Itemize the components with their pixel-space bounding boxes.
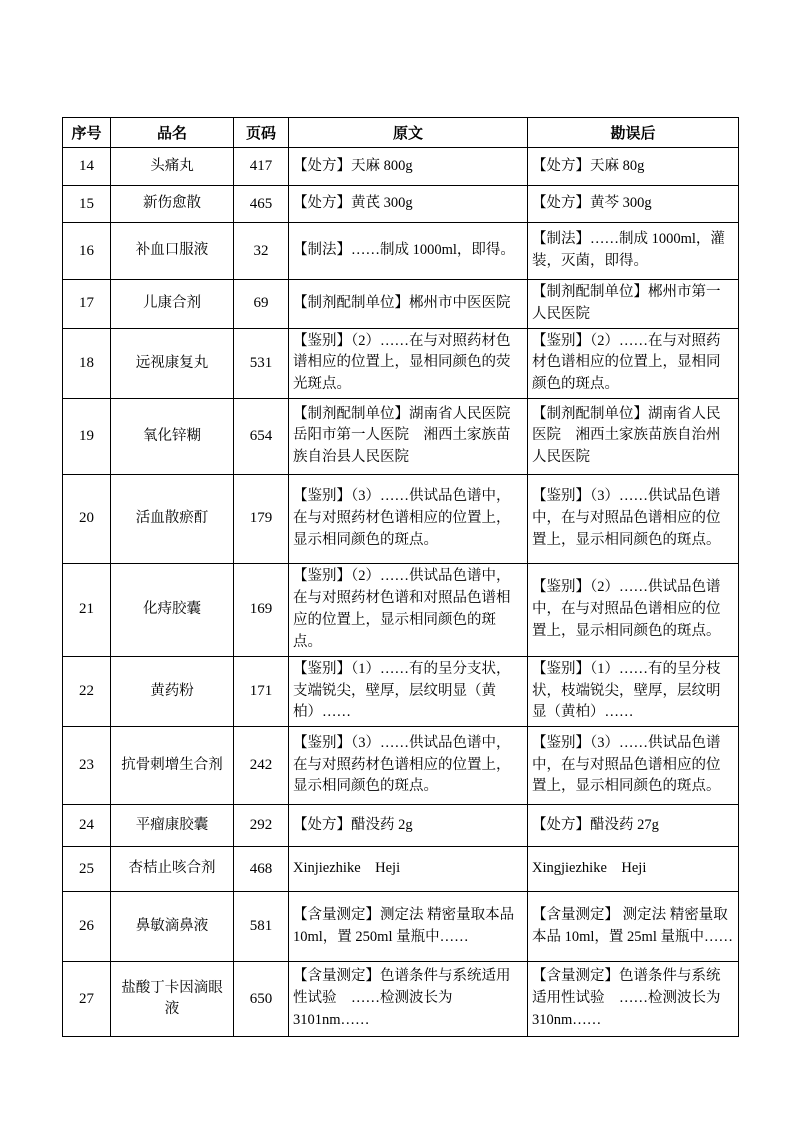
cell-original: 【制法】……制成 1000ml，即得。 [289,223,528,280]
table-row [63,148,739,186]
cell-original: 【制剂配制单位】郴州市中医医院 [289,280,528,329]
cell-page: 242 [234,727,289,805]
cell-name: 化痔胶囊 [111,563,234,656]
table-row [63,805,739,847]
cell-original: 【鉴别】（3）……供试品色谱中，在与对照药材色谱相应的位置上，显示相同颜色的斑点。 [289,474,528,563]
cell-no: 26 [63,892,111,962]
cell-name: 活血散瘀酊 [111,474,234,563]
cell-no: 27 [63,962,111,1037]
cell-corrected: 【含量测定】 测定法 精密量取本品 10ml，置 25ml 量瓶中…… [528,892,739,962]
cell-page: 417 [234,148,289,186]
cell-original: 【含量测定】测定法 精密量取本品 10ml，置 250ml 量瓶中…… [289,892,528,962]
cell-name: 补血口服液 [111,223,234,280]
cell-corrected: 【含量测定】色谱条件与系统适用性试验 ……检测波长为 310nm…… [528,962,739,1037]
header-cell-name: 品名 [111,118,234,148]
cell-page: 468 [234,847,289,892]
cell-name: 鼻敏滴鼻液 [111,892,234,962]
table-row [63,474,739,563]
cell-page: 654 [234,398,289,474]
cell-page: 531 [234,328,289,398]
cell-no: 17 [63,280,111,329]
cell-page: 581 [234,892,289,962]
cell-original: Xinjiezhike Heji [289,847,528,892]
table-row [63,727,739,805]
header-cell-corrected: 勘误后 [528,118,739,148]
cell-page: 169 [234,563,289,656]
cell-corrected: 【制法】……制成 1000ml，灌装，灭菌，即得。 [528,223,739,280]
table-row [63,847,739,892]
header-cell-no: 序号 [63,118,111,148]
cell-name: 黄药粉 [111,656,234,726]
errata-table [62,117,739,1037]
cell-page: 465 [234,186,289,223]
cell-corrected: 【处方】醋没药 27g [528,805,739,847]
cell-name: 盐酸丁卡因滴眼液 [111,962,234,1037]
cell-no: 20 [63,474,111,563]
cell-corrected: 【鉴别】（2）……在与对照药材色谱相应的位置上，显相同颜色的斑点。 [528,328,739,398]
cell-no: 22 [63,656,111,726]
cell-corrected: 【制剂配制单位】湖南省人民医院 湘西土家族苗族自治州人民医院 [528,398,739,474]
table-row [63,962,739,1037]
cell-name: 头痛丸 [111,148,234,186]
cell-no: 19 [63,398,111,474]
cell-original: 【制剂配制单位】湖南省人民医院 岳阳市第一人医院 湘西土家族苗族自治县人民医院 [289,398,528,474]
cell-corrected: 【鉴别】（3）……供试品色谱中，在与对照品色谱相应的位置上，显示相同颜色的斑点。 [528,727,739,805]
cell-page: 179 [234,474,289,563]
cell-page: 69 [234,280,289,329]
cell-no: 24 [63,805,111,847]
table-row [63,563,739,656]
table-row [63,328,739,398]
table-row [63,892,739,962]
cell-page: 650 [234,962,289,1037]
cell-corrected: 【处方】天麻 80g [528,148,739,186]
cell-name: 抗骨刺增生合剂 [111,727,234,805]
cell-no: 18 [63,328,111,398]
cell-no: 25 [63,847,111,892]
cell-original: 【含量测定】色谱条件与系统适用性试验 ……检测波长为 3101nm…… [289,962,528,1037]
cell-name: 杏桔止咳合剂 [111,847,234,892]
cell-original: 【处方】黄芪 300g [289,186,528,223]
document-page [62,117,738,1037]
cell-name: 儿康合剂 [111,280,234,329]
cell-no: 23 [63,727,111,805]
cell-corrected: 【鉴别】（1）……有的呈分枝状，枝端锐尖，壁厚，层纹明显（黄柏）…… [528,656,739,726]
table-row [63,656,739,726]
cell-original: 【鉴别】（2）……供试品色谱中，在与对照药材色谱和对照品色谱相应的位置上，显示相同颜色的斑点。 [289,563,528,656]
cell-no: 16 [63,223,111,280]
cell-name: 平瘤康胶囊 [111,805,234,847]
cell-name: 远视康复丸 [111,328,234,398]
cell-no: 21 [63,563,111,656]
cell-original: 【鉴别】（2）……在与对照药材色谱相应的位置上，显相同颜色的荧光斑点。 [289,328,528,398]
cell-original: 【鉴别】（3）……供试品色谱中，在与对照药材色谱相应的位置上，显示相同颜色的斑点。 [289,727,528,805]
cell-page: 171 [234,656,289,726]
table-row [63,280,739,329]
header-cell-original: 原文 [289,118,528,148]
cell-corrected: 【鉴别】（3）……供试品色谱中，在与对照品色谱相应的位置上，显示相同颜色的斑点。 [528,474,739,563]
table-header-row [63,118,739,148]
table-row [63,186,739,223]
cell-name: 氧化锌糊 [111,398,234,474]
header-cell-page: 页码 [234,118,289,148]
cell-name: 新伤愈散 [111,186,234,223]
cell-corrected: 【鉴别】（2）……供试品色谱中，在与对照品色谱相应的位置上，显示相同颜色的斑点。 [528,563,739,656]
cell-corrected: Xingjiezhike Heji [528,847,739,892]
cell-corrected: 【制剂配制单位】郴州市第一人民医院 [528,280,739,329]
table-row [63,223,739,280]
cell-no: 14 [63,148,111,186]
table-body [63,148,739,1037]
cell-original: 【处方】醋没药 2g [289,805,528,847]
cell-no: 15 [63,186,111,223]
cell-corrected: 【处方】黄芩 300g [528,186,739,223]
cell-original: 【鉴别】（1）……有的呈分支状，支端锐尖，壁厚，层纹明显（黄柏）…… [289,656,528,726]
cell-page: 32 [234,223,289,280]
table-row [63,398,739,474]
cell-original: 【处方】天麻 800g [289,148,528,186]
cell-page: 292 [234,805,289,847]
